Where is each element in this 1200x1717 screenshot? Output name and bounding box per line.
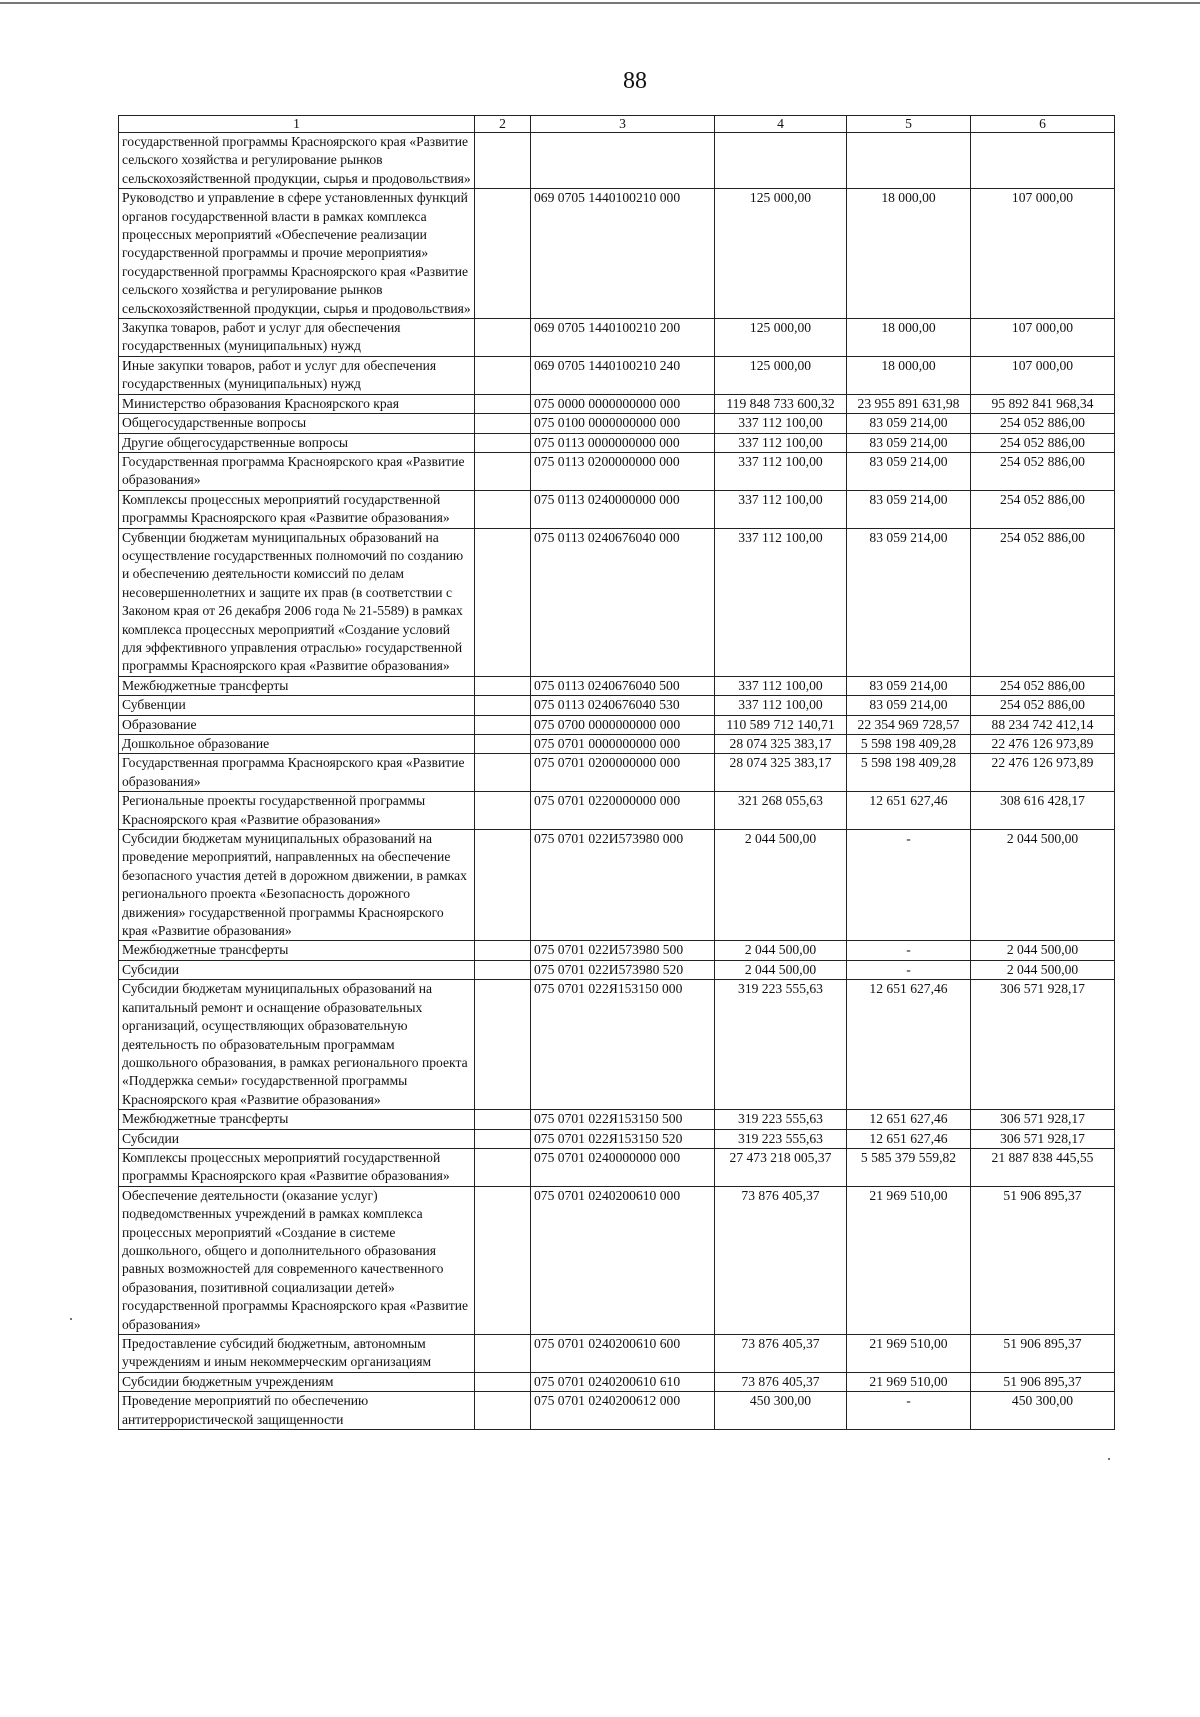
table-row [119,414,1115,433]
row-value-col6: 22 476 126 973,89 [971,735,1115,754]
row-name-cell: Межбюджетные трансферты [119,941,475,960]
row-code-cell: 075 0701 0240200610 000 [531,1186,715,1334]
row-col2-cell [475,1392,531,1430]
row-value-col6: 254 052 886,00 [971,433,1115,452]
row-code-cell: 075 0701 022Я153150 520 [531,1129,715,1148]
row-value-col5: 12 651 627,46 [847,1129,971,1148]
row-value-col5: 83 059 214,00 [847,696,971,715]
row-name-cell: Субсидии бюджетам муниципальных образований на проведение мероприятий, направленных на обеспечение безопасного участия детей в дорожном движении, в рамках регионального проекта «Безопасность дорожного движения» государственной программы Красноярского края «Развитие образования» [119,830,475,941]
table-row [119,980,1115,1110]
row-name-cell: Закупка товаров, работ и услуг для обеспечения государственных (муниципальных) нужд [119,319,475,357]
table-row [119,960,1115,979]
scan-speck [70,1318,72,1320]
row-col2-cell [475,830,531,941]
row-name-cell: Государственная программа Красноярского края «Развитие образования» [119,452,475,490]
row-value-col5: 83 059 214,00 [847,452,971,490]
row-value-col5: 5 598 198 409,28 [847,754,971,792]
row-code-cell: 075 0701 0240200612 000 [531,1392,715,1430]
row-value-col6 [971,133,1115,189]
row-value-col5: 83 059 214,00 [847,414,971,433]
scan-speck [1108,1458,1110,1460]
row-code-cell: 075 0000 0000000000 000 [531,394,715,413]
table-row [119,754,1115,792]
row-col2-cell [475,754,531,792]
row-value-col5: 18 000,00 [847,189,971,319]
table-row [119,452,1115,490]
row-code-cell [531,133,715,189]
row-value-col4: 2 044 500,00 [715,960,847,979]
row-value-col5: 22 354 969 728,57 [847,715,971,734]
row-value-col5: 83 059 214,00 [847,433,971,452]
row-code-cell: 075 0113 0240676040 000 [531,528,715,676]
row-col2-cell [475,1186,531,1334]
row-value-col5: 83 059 214,00 [847,490,971,528]
row-code-cell: 075 0701 022Я153150 500 [531,1110,715,1129]
row-value-col4: 27 473 218 005,37 [715,1148,847,1186]
row-code-cell: 075 0113 0200000000 000 [531,452,715,490]
row-value-col5: 21 969 510,00 [847,1335,971,1373]
row-col2-cell [475,676,531,695]
row-name-cell: Другие общегосударственные вопросы [119,433,475,452]
row-name-cell: Проведение мероприятий по обеспечению антитеррористической защищенности [119,1392,475,1430]
row-value-col5: 12 651 627,46 [847,792,971,830]
row-code-cell: 075 0701 0220000000 000 [531,792,715,830]
row-col2-cell [475,133,531,189]
row-value-col4: 125 000,00 [715,189,847,319]
row-code-cell: 075 0701 0240200610 610 [531,1372,715,1391]
row-value-col5: - [847,830,971,941]
row-code-cell: 075 0113 0240000000 000 [531,490,715,528]
table-row [119,433,1115,452]
row-col2-cell [475,490,531,528]
row-col2-cell [475,735,531,754]
scan-top-edge [0,2,1200,4]
row-value-col4: 450 300,00 [715,1392,847,1430]
row-value-col6: 51 906 895,37 [971,1335,1115,1373]
row-value-col5: 12 651 627,46 [847,1110,971,1129]
row-name-cell: Субвенции [119,696,475,715]
table-row [119,830,1115,941]
row-value-col6: 254 052 886,00 [971,490,1115,528]
row-value-col4 [715,133,847,189]
table-row [119,1110,1115,1129]
row-name-cell: Субсидии [119,960,475,979]
row-value-col4: 119 848 733 600,32 [715,394,847,413]
table-row [119,189,1115,319]
row-name-cell: Комплексы процессных мероприятий государственной программы Красноярского края «Развитие образования» [119,490,475,528]
table-row [119,735,1115,754]
row-value-col6: 107 000,00 [971,189,1115,319]
row-value-col4: 73 876 405,37 [715,1335,847,1373]
row-value-col4: 2 044 500,00 [715,941,847,960]
row-value-col5: 21 969 510,00 [847,1372,971,1391]
row-col2-cell [475,452,531,490]
row-value-col6: 51 906 895,37 [971,1186,1115,1334]
row-col2-cell [475,433,531,452]
row-value-col6: 254 052 886,00 [971,528,1115,676]
row-value-col5: 21 969 510,00 [847,1186,971,1334]
row-value-col6: 51 906 895,37 [971,1372,1115,1391]
row-value-col6: 306 571 928,17 [971,1110,1115,1129]
row-value-col4: 319 223 555,63 [715,1129,847,1148]
table-row [119,319,1115,357]
row-code-cell: 069 0705 1440100210 200 [531,319,715,357]
row-code-cell: 069 0705 1440100210 000 [531,189,715,319]
row-name-cell: Межбюджетные трансферты [119,1110,475,1129]
row-value-col6: 2 044 500,00 [971,960,1115,979]
row-value-col6: 95 892 841 968,34 [971,394,1115,413]
row-col2-cell [475,189,531,319]
table-row [119,1186,1115,1334]
row-col2-cell [475,394,531,413]
column-header: 6 [971,116,1115,133]
row-value-col6: 254 052 886,00 [971,452,1115,490]
row-code-cell: 075 0701 022И573980 500 [531,941,715,960]
row-code-cell: 075 0113 0240676040 530 [531,696,715,715]
column-header: 3 [531,116,715,133]
row-name-cell: Руководство и управление в сфере установленных функций органов государственной власти в рамках комплекса процессных мероприятий «Обеспечение реализации государственной программы и прочие мероприятия» государственной программы Красноярского края «Развитие сельского хозяйства и регулирование рынков сельскохозяйственной продукции, сырья и продовольствия» [119,189,475,319]
table-row [119,1392,1115,1430]
row-name-cell: Образование [119,715,475,734]
row-value-col5: - [847,1392,971,1430]
row-col2-cell [475,1148,531,1186]
table-row [119,394,1115,413]
table-row [119,792,1115,830]
table-header-row [119,116,1115,133]
row-col2-cell [475,960,531,979]
row-value-col5: 83 059 214,00 [847,528,971,676]
row-value-col4: 337 112 100,00 [715,490,847,528]
row-value-col4: 337 112 100,00 [715,528,847,676]
table-row [119,356,1115,394]
row-value-col6: 306 571 928,17 [971,980,1115,1110]
row-name-cell: Государственная программа Красноярского края «Развитие образования» [119,754,475,792]
row-col2-cell [475,414,531,433]
table-row [119,528,1115,676]
row-col2-cell [475,528,531,676]
row-code-cell: 075 0701 022И573980 000 [531,830,715,941]
row-name-cell: Субсидии [119,1129,475,1148]
row-name-cell: Субсидии бюджетам муниципальных образований на капитальный ремонт и оснащение образовательных организаций, осуществляющих образовательную деятельность по образовательным программам дошкольного образования, в рамках регионального проекта «Поддержка семьи» государственной программы Красноярского края «Развитие образования» [119,980,475,1110]
row-value-col5: 83 059 214,00 [847,676,971,695]
column-header: 5 [847,116,971,133]
table-row [119,133,1115,189]
row-value-col6: 2 044 500,00 [971,941,1115,960]
row-value-col6: 254 052 886,00 [971,676,1115,695]
table-body [119,133,1115,1430]
table-row [119,490,1115,528]
row-name-cell: Иные закупки товаров, работ и услуг для обеспечения государственных (муниципальных) нужд [119,356,475,394]
row-value-col5: 12 651 627,46 [847,980,971,1110]
row-value-col4: 337 112 100,00 [715,696,847,715]
row-value-col6: 21 887 838 445,55 [971,1148,1115,1186]
row-value-col4: 337 112 100,00 [715,452,847,490]
row-col2-cell [475,941,531,960]
table-row [119,676,1115,695]
row-value-col5 [847,133,971,189]
row-value-col4: 337 112 100,00 [715,414,847,433]
table-row [119,1129,1115,1148]
row-code-cell: 075 0701 022Я153150 000 [531,980,715,1110]
row-col2-cell [475,696,531,715]
row-value-col5: 18 000,00 [847,319,971,357]
table-row [119,696,1115,715]
table-row [119,1335,1115,1373]
row-value-col6: 22 476 126 973,89 [971,754,1115,792]
row-name-cell: Субсидии бюджетным учреждениям [119,1372,475,1391]
row-value-col6: 2 044 500,00 [971,830,1115,941]
column-header: 2 [475,116,531,133]
row-code-cell: 075 0701 0240000000 000 [531,1148,715,1186]
row-code-cell: 069 0705 1440100210 240 [531,356,715,394]
row-value-col5: - [847,960,971,979]
row-col2-cell [475,1129,531,1148]
row-value-col6: 306 571 928,17 [971,1129,1115,1148]
row-value-col4: 337 112 100,00 [715,433,847,452]
row-value-col4: 110 589 712 140,71 [715,715,847,734]
row-value-col4: 321 268 055,63 [715,792,847,830]
table-row [119,941,1115,960]
row-code-cell: 075 0100 0000000000 000 [531,414,715,433]
row-name-cell: Межбюджетные трансферты [119,676,475,695]
row-value-col4: 2 044 500,00 [715,830,847,941]
table-row [119,715,1115,734]
row-name-cell: Министерство образования Красноярского края [119,394,475,413]
row-value-col4: 319 223 555,63 [715,1110,847,1129]
row-code-cell: 075 0701 0000000000 000 [531,735,715,754]
row-name-cell: государственной программы Красноярского края «Развитие сельского хозяйства и регулирование рынков сельскохозяйственной продукции, сырья и продовольствия» [119,133,475,189]
page-number: 88 [623,68,647,94]
row-value-col6: 254 052 886,00 [971,696,1115,715]
row-value-col6: 107 000,00 [971,319,1115,357]
column-header: 4 [715,116,847,133]
row-name-cell: Субвенции бюджетам муниципальных образований на осуществление государственных полномочий по созданию и обеспечению деятельности комиссий по делам несовершеннолетних и защите их прав (в соответствии с Законом края от 26 декабря 2006 года № 21-5589) в рамках комплекса процессных мероприятий «Создание условий для эффективного управления отраслью» государственной программы Красноярского края «Развитие образования» [119,528,475,676]
row-value-col4: 73 876 405,37 [715,1372,847,1391]
table-row [119,1372,1115,1391]
row-col2-cell [475,1110,531,1129]
row-value-col4: 28 074 325 383,17 [715,735,847,754]
row-col2-cell [475,1335,531,1373]
row-col2-cell [475,319,531,357]
row-value-col6: 308 616 428,17 [971,792,1115,830]
table-row [119,1148,1115,1186]
row-value-col6: 450 300,00 [971,1392,1115,1430]
row-code-cell: 075 0701 022И573980 520 [531,960,715,979]
row-col2-cell [475,1372,531,1391]
row-value-col6: 254 052 886,00 [971,414,1115,433]
row-value-col4: 125 000,00 [715,356,847,394]
row-value-col6: 107 000,00 [971,356,1115,394]
row-value-col4: 73 876 405,37 [715,1186,847,1334]
row-code-cell: 075 0113 0240676040 500 [531,676,715,695]
row-name-cell: Комплексы процессных мероприятий государственной программы Красноярского края «Развитие образования» [119,1148,475,1186]
row-value-col4: 28 074 325 383,17 [715,754,847,792]
row-code-cell: 075 0113 0000000000 000 [531,433,715,452]
row-value-col5: 5 598 198 409,28 [847,735,971,754]
row-col2-cell [475,356,531,394]
row-name-cell: Дошкольное образование [119,735,475,754]
row-name-cell: Предоставление субсидий бюджетным, автономным учреждениям и иным некоммерческим организациям [119,1335,475,1373]
row-value-col5: 5 585 379 559,82 [847,1148,971,1186]
row-value-col5: 23 955 891 631,98 [847,394,971,413]
row-value-col4: 125 000,00 [715,319,847,357]
column-header: 1 [119,116,475,133]
row-value-col5: 18 000,00 [847,356,971,394]
budget-table [118,115,1115,1430]
row-code-cell: 075 0701 0200000000 000 [531,754,715,792]
row-col2-cell [475,980,531,1110]
row-value-col4: 337 112 100,00 [715,676,847,695]
row-code-cell: 075 0700 0000000000 000 [531,715,715,734]
row-name-cell: Региональные проекты государственной программы Красноярского края «Развитие образования» [119,792,475,830]
row-value-col6: 88 234 742 412,14 [971,715,1115,734]
row-code-cell: 075 0701 0240200610 600 [531,1335,715,1373]
row-col2-cell [475,715,531,734]
row-col2-cell [475,792,531,830]
row-name-cell: Обеспечение деятельности (оказание услуг) подведомственных учреждений в рамках комплекса процессных мероприятий «Создание в системе дошкольного, общего и дополнительного образования равных возможностей для современного качественного образования, позитивной социализации детей» государственной программы Красноярского края «Развитие образования» [119,1186,475,1334]
row-name-cell: Общегосударственные вопросы [119,414,475,433]
row-value-col4: 319 223 555,63 [715,980,847,1110]
row-value-col5: - [847,941,971,960]
